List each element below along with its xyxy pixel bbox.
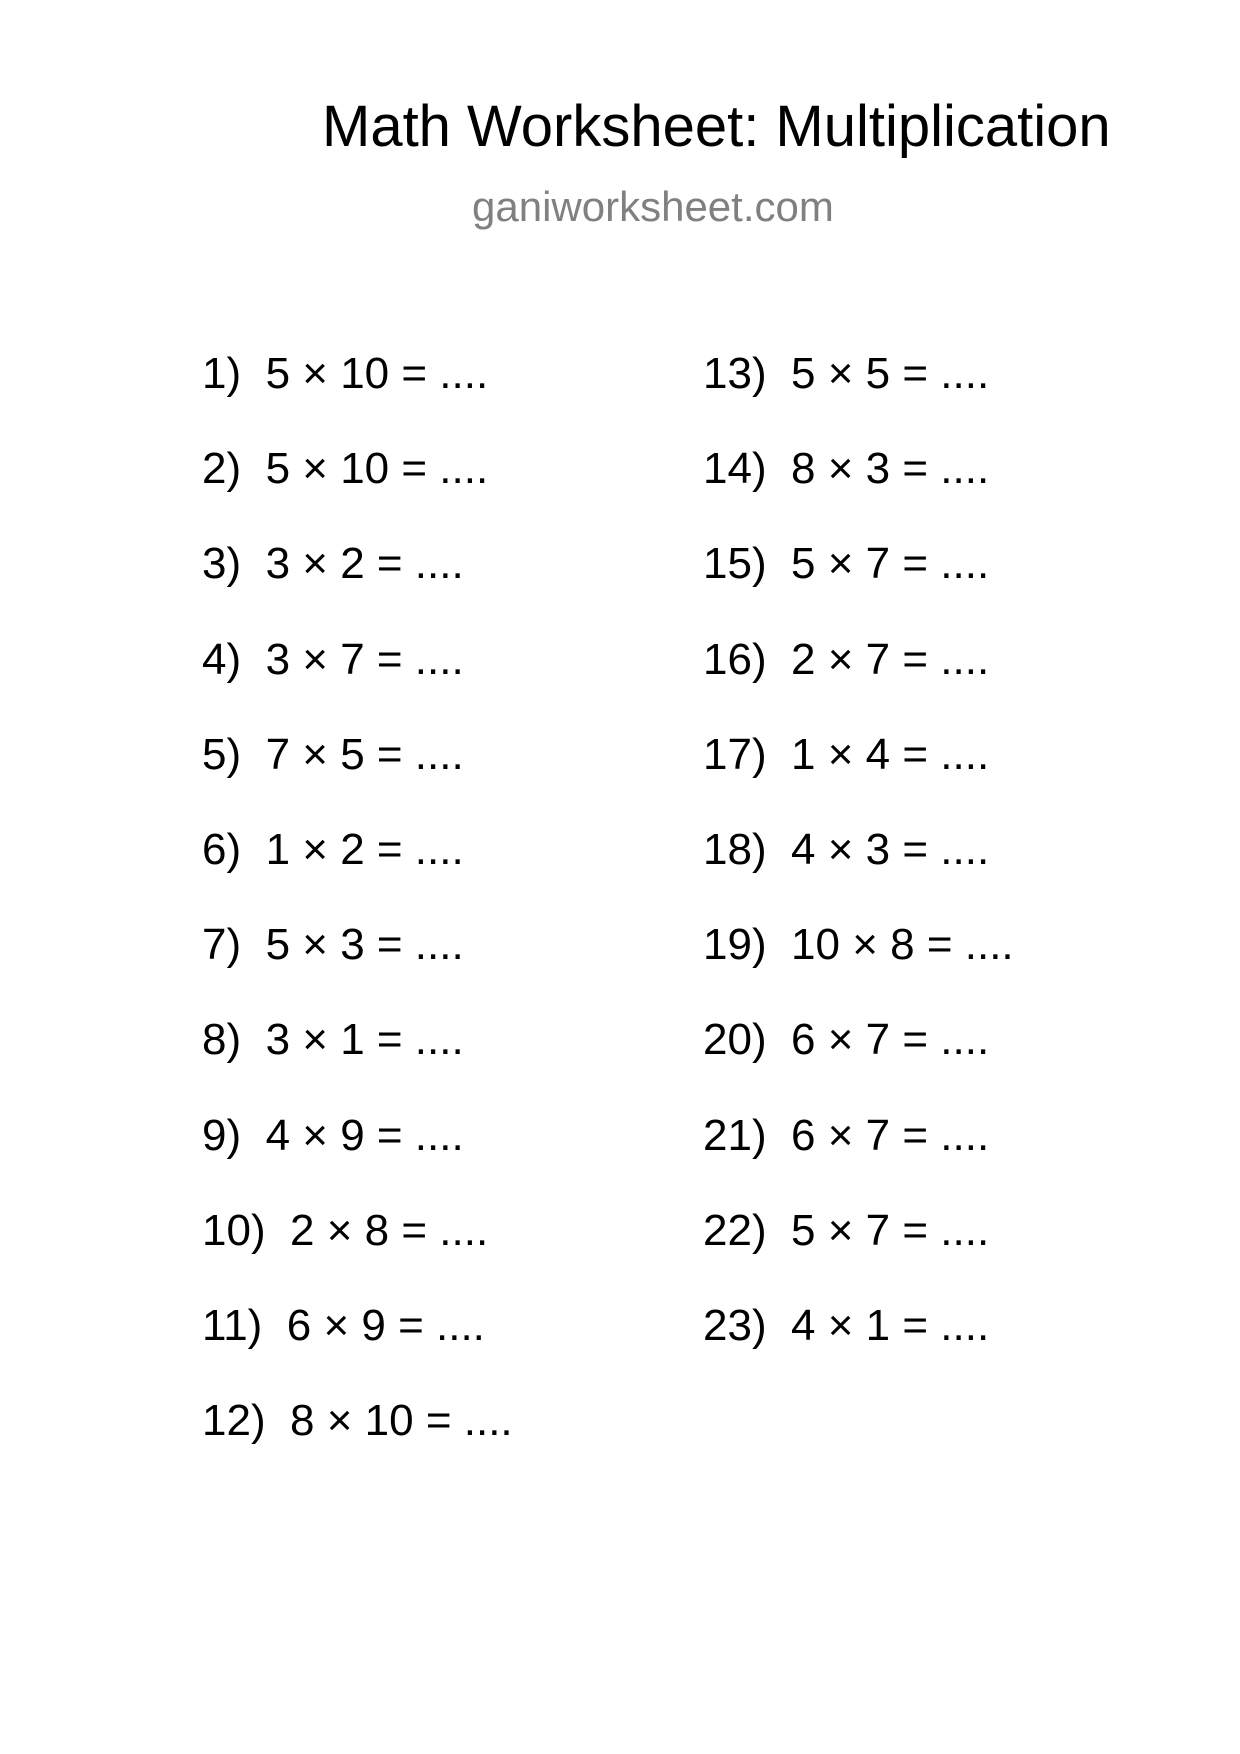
problem-item: 17) 1 × 4 = .... <box>703 729 990 779</box>
problem-item: 4) 3 × 7 = .... <box>202 634 464 684</box>
problem-item: 13) 5 × 5 = .... <box>703 349 990 398</box>
problem-item: 1) 5 × 10 = .... <box>202 349 489 398</box>
problem-item: 18) 4 × 3 = .... <box>703 824 990 874</box>
problem-item: 20) 6 × 7 = .... <box>703 1015 990 1065</box>
problem-item: 6) 1 × 2 = .... <box>202 824 464 874</box>
problem-item: 7) 5 × 3 = .... <box>202 920 464 970</box>
problem-item: 9) 4 × 9 = .... <box>202 1110 464 1160</box>
problem-item: 3) 3 × 2 = .... <box>202 539 464 589</box>
problem-item: 22) 5 × 7 = .... <box>703 1205 990 1255</box>
problem-item: 11) 6 × 9 = .... <box>202 1300 485 1350</box>
problem-item: 16) 2 × 7 = .... <box>703 634 990 684</box>
problem-item: 14) 8 × 3 = .... <box>703 444 990 494</box>
problem-item: 10) 2 × 8 = .... <box>202 1205 489 1255</box>
problem-item: 5) 7 × 5 = .... <box>202 729 464 779</box>
problem-item: 12) 8 × 10 = .... <box>202 1396 513 1446</box>
problem-item: 23) 4 × 1 = .... <box>703 1300 990 1350</box>
problem-item: 8) 3 × 1 = .... <box>202 1015 464 1065</box>
problem-item: 21) 6 × 7 = .... <box>703 1110 990 1160</box>
problem-item: 19) 10 × 8 = .... <box>703 920 1014 970</box>
problem-item: 2) 5 × 10 = .... <box>202 444 489 494</box>
site-url: ganiworksheet.com <box>472 183 834 230</box>
page-title: Math Worksheet: Multiplication <box>322 94 1111 159</box>
problem-item: 15) 5 × 7 = .... <box>703 539 990 589</box>
problems-column-left <box>202 349 513 1494</box>
problems-column-right <box>703 349 1014 1399</box>
